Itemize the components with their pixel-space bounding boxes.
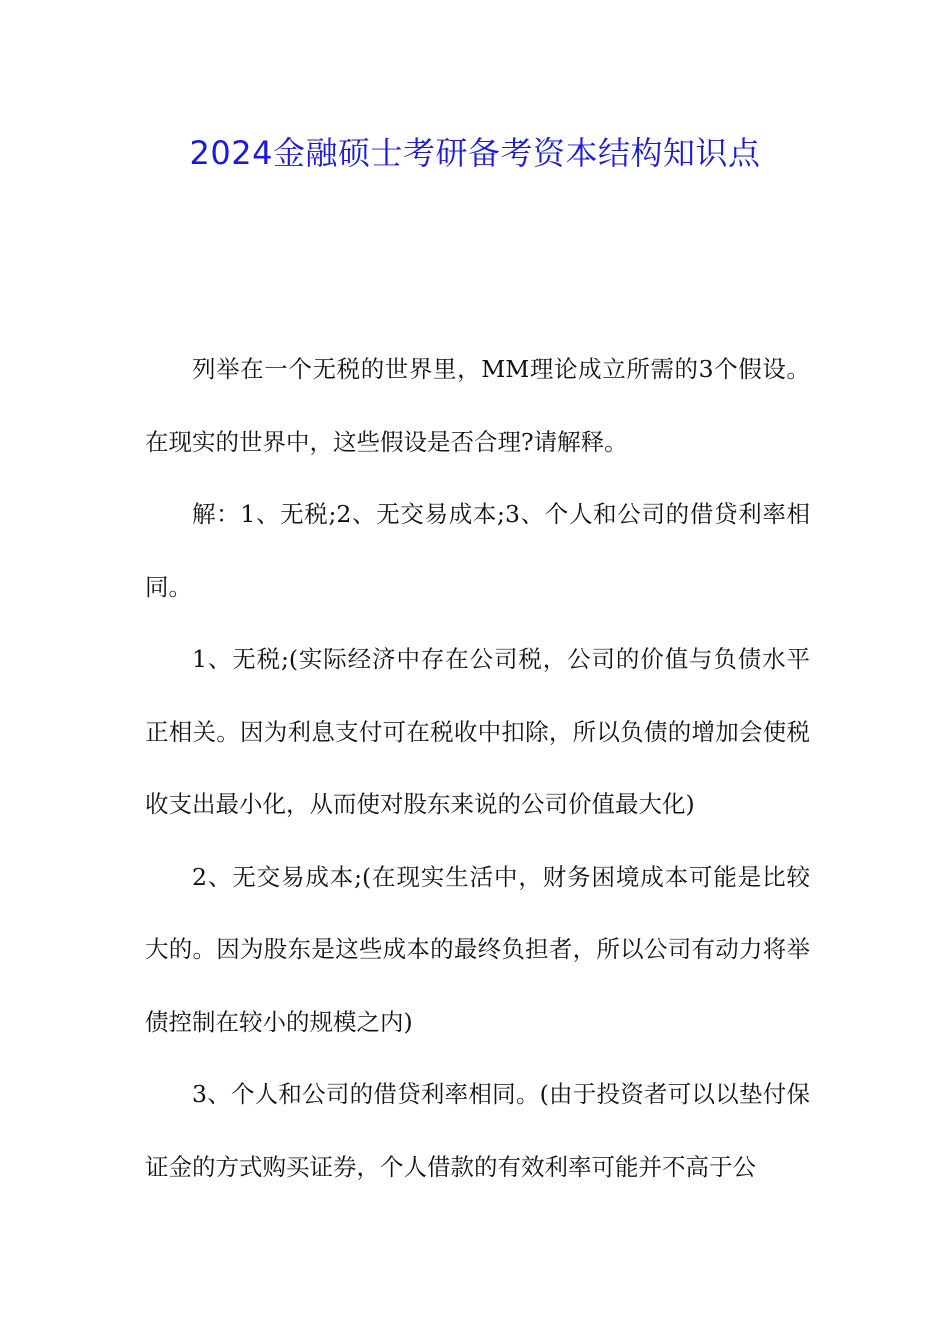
paragraph-assumption-2: 2、无交易成本;(在现实生活中，财务困境成本可能是比较大的。因为股东是这些成本的最终负担者，所以公司有动力将举债控制在较小的规模之内) xyxy=(145,862,810,1036)
paragraph-question: 列举在一个无税的世界里，MM理论成立所需的3个假设。在现实的世界中，这些假设是否合理?请解释。 xyxy=(145,355,810,456)
paragraph-assumption-3: 3、个人和公司的借贷利率相同。(由于投资者可以以垫付保证金的方式购买证券，个人借款的有效利率可能并不高于公 xyxy=(145,1080,810,1181)
paragraph-answer-summary: 解：1、无税;2、无交易成本;3、个人和公司的借贷利率相同。 xyxy=(145,500,810,601)
document-title: 2024金融硕士考研备考资本结构知识点 xyxy=(189,134,761,172)
document-body xyxy=(145,333,810,1203)
paragraph-assumption-1: 1、无税;(实际经济中存在公司税，公司的价值与负债水平正相关。因为利息支付可在税收中扣除，所以负债的增加会使税收支出最小化，从而使对股东来说的公司价值最大化) xyxy=(145,645,810,818)
